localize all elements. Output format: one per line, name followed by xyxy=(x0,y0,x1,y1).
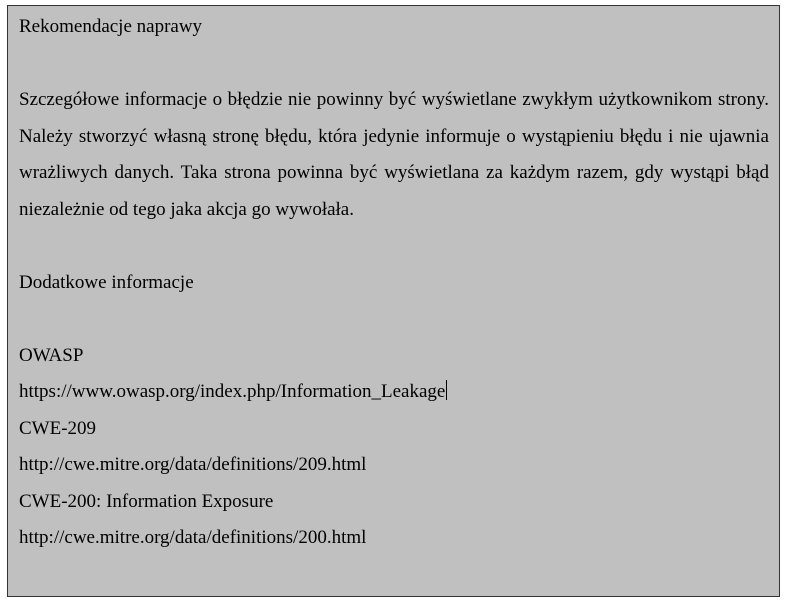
ref-cwe209-label: CWE-209 xyxy=(19,417,97,439)
ref-owasp-url[interactable]: https://www.owasp.org/index.php/Information_Leakage xyxy=(19,381,446,402)
ref-cwe200-label: CWE-200: Information Exposure xyxy=(19,490,274,512)
additional-info-heading: Dodatkowe informacje xyxy=(19,271,194,293)
ref-owasp-label: OWASP xyxy=(19,344,84,366)
blank-line xyxy=(19,228,769,265)
blank-line xyxy=(19,301,769,338)
remediation-heading: Rekomendacje naprawy xyxy=(19,16,203,37)
ref-cwe200-url[interactable]: http://cwe.mitre.org/data/definitions/200.html xyxy=(19,527,367,548)
document-text-box[interactable] xyxy=(7,5,780,597)
text-cursor xyxy=(446,380,447,400)
blank-line xyxy=(19,46,769,83)
ref-cwe209-url[interactable]: http://cwe.mitre.org/data/definitions/209.html xyxy=(19,454,367,475)
ref-owasp-url-line[interactable] xyxy=(19,374,769,411)
remediation-paragraph: Szczegółowe informacje o błędzie nie powinny być wyświetlane zwykłym użytkownikom strony. Należy stworzyć własną stronę błędu, która jedynie informuje o wystąpieniu błędu i nie ujawnia wrażliwych danych. Taka strona powinna być wyświetlana za każdym razem, gdy wystąpi błąd niezależnie od tego jaka akcja go wywołała. xyxy=(19,89,769,220)
